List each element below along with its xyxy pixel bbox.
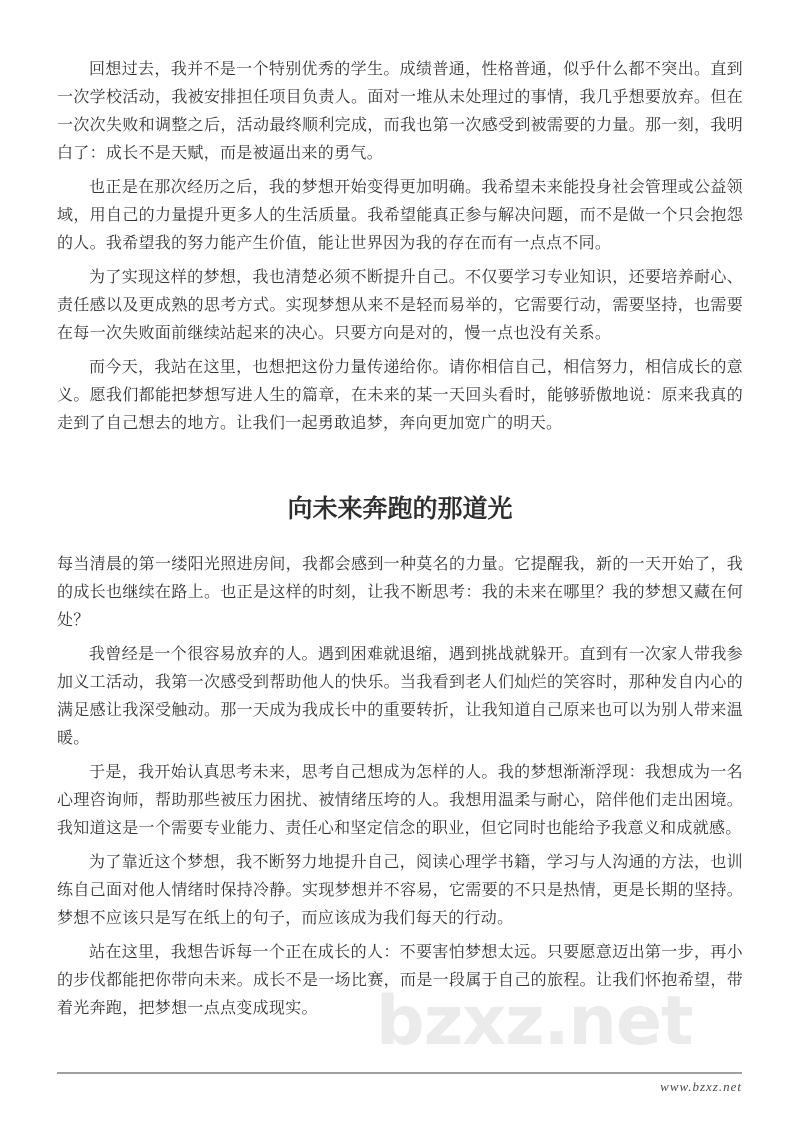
footer-url: www.bzxz.net: [660, 1079, 742, 1094]
footer-divider: [57, 1072, 742, 1074]
essay-title: 向未来奔跑的那道光: [287, 496, 513, 523]
watermark-text: bzxz.net: [376, 982, 693, 1061]
paragraph-1: 回想过去，我并不是一个特别优秀的学生。成绩普通，性格普通，似乎什么都不突出。直到一次学校活动，我被安排担任项目负责人。面对一堆从未处理过的事情，我几乎想要放弃。但在一次次失败和调整之后，活动最终顺利完成，而我也第一次感受到被需要的力量。那一刻，我明白了：成长不是天赋，而是被逼出来的勇气。: [57, 61, 743, 162]
paragraph-6: 我曾经是一个很容易放弃的人。遇到困难就退缩，遇到挑战就躲开。直到有一次家人带我参加义工活动，我第一次感受到帮助他人的快乐。当我看到老人们灿烂的笑容时，那种发自内心的满足感让我深受触动。那一天成为我成长中的重要转折，让我知道自己原来也可以为别人带来温暖。: [57, 646, 743, 747]
paragraph-7: 于是，我开始认真思考未来，思考自己想成为怎样的人。我的梦想渐渐浮现：我想成为一名心理咨询师，帮助那些被压力困扰、被情绪压垮的人。我想用温柔与耐心，陪伴他们走出困境。我知道这是一个需要专业能力、责任心和坚定信念的职业，但它同时也能给予我意义和成就感。: [57, 764, 743, 837]
paragraph-9: 站在这里，我想告诉每一个正在成长的人：不要害怕梦想太远。只要愿意迈出第一步，再小的步伐都能把你带向未来。成长不是一场比赛，而是一段属于自己的旅程。让我们怀抱希望，带着光奔跑，把梦想一点点变成现实。: [57, 944, 743, 1017]
paragraph-5: 每当清晨的第一缕阳光照进房间，我都会感到一种莫名的力量。它提醒我，新的一天开始了，我的成长也继续在路上。也正是这样的时刻，让我不断思考：我的未来在哪里？我的梦想又藏在何处？: [57, 556, 743, 629]
paragraph-2: 也正是在那次经历之后，我的梦想开始变得更加明确。我希望未来能投身社会管理或公益领域，用自己的力量提升更多人的生活质量。我希望能真正参与解决问题，而不是做一个只会抱怨的人。我希望我的努力能产生价值，能让世界因为我的存在而有一点点不同。: [57, 179, 743, 252]
paragraph-3: 为了实现这样的梦想，我也清楚必须不断提升自己。不仅要学习专业知识，还要培养耐心、责任感以及更成熟的思考方式。实现梦想从来不是轻而易举的，它需要行动，需要坚持，也需要在每一次失败面前继续站起来的决心。只要方向是对的，慢一点也没有关系。: [57, 269, 743, 342]
essay-content: [57, 56, 743, 1029]
paragraph-8: 为了靠近这个梦想，我不断努力地提升自己，阅读心理学书籍，学习与人沟通的方法，也训练自己面对他人情绪时保持冷静。实现梦想并不容易，它需要的不只是热情，更是长期的坚持。梦想不应该只是写在纸上的句子，而应该成为我们每天的行动。: [57, 854, 743, 927]
paragraph-4: 而今天，我站在这里，也想把这份力量传递给你。请你相信自己，相信努力，相信成长的意义。愿我们都能把梦想写进人生的篇章，在未来的某一天回头看时，能够骄傲地说：原来我真的走到了自己想去的地方。让我们一起勇敢追梦，奔向更加宽广的明天。: [57, 359, 743, 432]
